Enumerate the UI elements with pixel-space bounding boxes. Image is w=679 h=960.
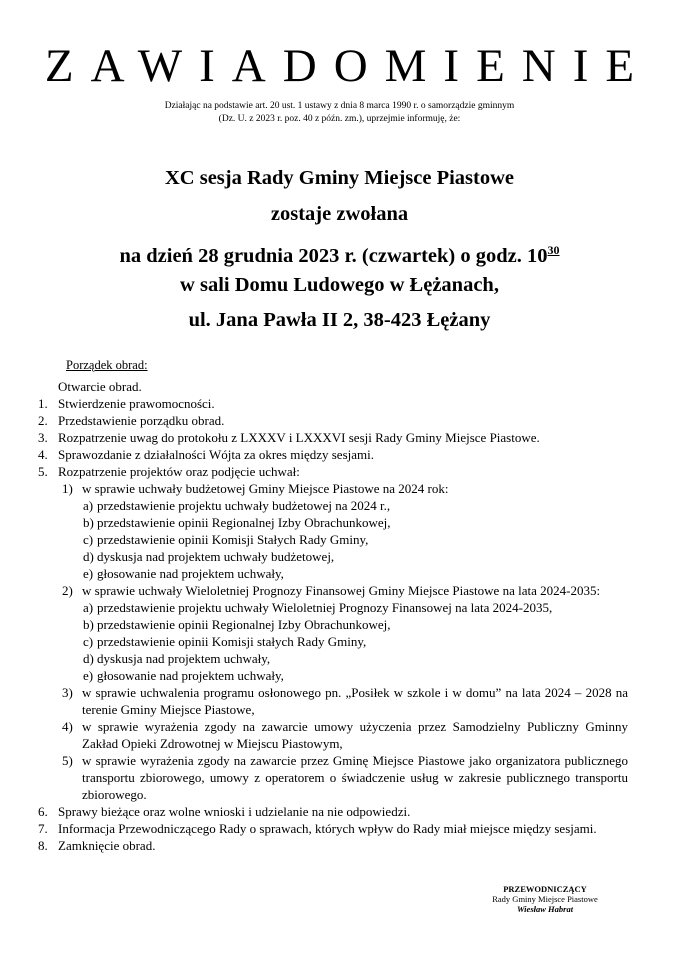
session-date-time — [0, 238, 679, 268]
agenda-item-text: Sprawozdanie z działalności Wójta za okres między sesjami. — [58, 447, 374, 462]
signature-body: Rady Gminy Miejsce Piastowe — [492, 894, 598, 904]
agenda-list — [38, 378, 628, 854]
agenda-item-number: 1. — [38, 396, 48, 411]
signature-role: PRZEWODNICZĄCY — [503, 884, 587, 894]
agenda-point — [38, 548, 628, 565]
agenda-point — [38, 531, 628, 548]
session-address: ul. Jana Pawła II 2, 38-423 Łężany — [188, 309, 491, 331]
agenda-point-letter: d) — [83, 549, 94, 564]
agenda-item-text: Stwierdzenie prawomocności. — [58, 396, 215, 411]
agenda-point-text: przedstawienie opinii Regionalnej Izby Obrachunkowej, — [97, 617, 391, 632]
agenda-point — [38, 599, 628, 616]
agenda-point-letter: a) — [83, 600, 94, 615]
agenda-point — [38, 650, 628, 667]
agenda-point-letter: b) — [83, 617, 94, 632]
agenda-point-letter: c) — [83, 634, 94, 649]
agenda-subitem-number: 3) — [62, 685, 73, 700]
agenda-subitem — [38, 582, 628, 599]
agenda-point — [38, 633, 628, 650]
agenda-item-text: Rozpatrzenie uwag do protokołu z LXXXV i LXXXVI sesji Rady Gminy Miejsce Piastowe. — [58, 430, 540, 445]
agenda-point-text: przedstawienie opinii Komisji stałych Rady Gminy, — [97, 634, 367, 649]
agenda-point — [38, 565, 628, 582]
session-heading: XC sesja Rady Gminy Miejsce Piastowe — [164, 167, 514, 189]
agenda-item-number: 7. — [38, 821, 48, 836]
agenda-item — [38, 412, 628, 429]
session-convened: zostaje zwołana — [270, 203, 409, 225]
agenda-point-text: przedstawienie projektu uchwały budżetowej na 2024 r., — [97, 498, 391, 513]
agenda-subitem — [38, 752, 628, 803]
agenda-item-number: 6. — [38, 804, 48, 819]
document-title: ZAWIADOMIENIE — [44, 40, 652, 92]
agenda-point-text: przedstawienie opinii Komisji Stałych Rady Gminy, — [97, 532, 369, 547]
agenda-subitem — [38, 718, 628, 752]
agenda-point-letter: b) — [83, 515, 94, 530]
agenda-subitem-number: 1) — [62, 481, 73, 496]
agenda-item-number: 5. — [38, 464, 48, 479]
agenda-subitem-text: w sprawie uchwalenia programu osłonowego pn. „Posiłek w szkole i w domu” na lata 2024 – 2028 na terenie Gminy Miejsce Piastowe, — [82, 685, 628, 717]
agenda-item-number: 8. — [38, 838, 48, 853]
agenda-item-text: Informacja Przewodniczącego Rady o sprawach, których wpływ do Rady miał miejsce między sesjami. — [58, 821, 597, 836]
agenda-point-text: głosowanie nad projektem uchwały, — [97, 668, 284, 683]
agenda-point — [38, 497, 628, 514]
agenda-point-text: dyskusja nad projektem uchwały, — [97, 651, 271, 666]
agenda-item — [38, 803, 628, 820]
legal-basis-line-2: (Dz. U. z 2023 r. poz. 40 z późn. zm.), uprzejmie informuję, że: — [218, 114, 461, 124]
agenda-point-letter: c) — [83, 532, 94, 547]
agenda-subitem-text: w sprawie uchwały budżetowej Gminy Miejsce Piastowe na 2024 rok: — [82, 481, 449, 496]
agenda-item — [38, 446, 628, 463]
agenda-subitem-number: 4) — [62, 719, 73, 734]
agenda-subitem-text: w sprawie wyrażenia zgody na zawarcie przez Gminę Miejsce Piastowe jako organizatora publicznego transportu zbiorowego, umowy z operatorem o świadczenie usług w zakresie publicznego transportu zbiorowego. — [82, 753, 628, 802]
agenda-opening: Otwarcie obrad. — [58, 379, 142, 394]
agenda-point-text: głosowanie nad projektem uchwały, — [97, 566, 284, 581]
agenda-point-letter: e) — [83, 668, 94, 683]
agenda-item-text: Sprawy bieżące oraz wolne wnioski i udzielanie na nie odpowiedzi. — [58, 804, 411, 819]
agenda-subitem-number: 5) — [62, 753, 73, 768]
agenda-label: Porządek obrad: — [66, 358, 148, 372]
agenda-subitem — [38, 480, 628, 497]
session-venue: w sali Domu Ludowego w Łężanach, — [180, 274, 499, 296]
agenda-point-letter: e) — [83, 566, 94, 581]
signature-block — [470, 884, 620, 914]
agenda-item-text: Zamknięcie obrad. — [58, 838, 156, 853]
legal-basis-line-1: Działając na podstawie art. 20 ust. 1 ustawy z dnia 8 marca 1990 r. o samorządzie gminnym — [164, 101, 515, 111]
signature-name: Wiesław Habrat — [516, 904, 574, 914]
agenda-point-text: przedstawienie opinii Regionalnej Izby Obrachunkowej, — [97, 515, 391, 530]
agenda-item-number: 4. — [38, 447, 48, 462]
agenda-point-text: przedstawienie projektu uchwały Wieloletniej Prognozy Finansowej na lata 2024-2035, — [97, 600, 553, 615]
agenda-item — [38, 395, 628, 412]
agenda-point — [38, 616, 628, 633]
session-date: na dzień 28 grudnia 2023 r. (czwartek) o godz. 10 — [119, 245, 548, 267]
agenda-subitem — [38, 684, 628, 718]
agenda-point-letter: a) — [83, 498, 94, 513]
agenda-item — [38, 463, 628, 480]
agenda-subitem-number: 2) — [62, 583, 73, 598]
agenda-item — [38, 820, 628, 837]
agenda-item — [38, 429, 628, 446]
agenda-subitem-text: w sprawie wyrażenia zgody na zawarcie umowy użyczenia przez Samodzielny Publiczny Gminny Zakład Opieki Zdrowotnej w Miejscu Piastowym, — [82, 719, 628, 751]
agenda-point — [38, 514, 628, 531]
agenda-item — [38, 837, 628, 854]
session-time-minutes: 30 — [547, 243, 560, 257]
agenda-item-number: 2. — [38, 413, 48, 428]
agenda-point-text: dyskusja nad projektem uchwały budżetowej, — [97, 549, 335, 564]
legal-basis — [0, 100, 679, 126]
agenda-subitem-text: w sprawie uchwały Wieloletniej Prognozy Finansowej Gminy Miejsce Piastowe na lata 2024-2035: — [82, 583, 601, 598]
agenda-item-text: Rozpatrzenie projektów oraz podjęcie uchwał: — [58, 464, 300, 479]
agenda-point — [38, 667, 628, 684]
agenda-item-number: 3. — [38, 430, 48, 445]
agenda-point-letter: d) — [83, 651, 94, 666]
agenda-item-text: Przedstawienie porządku obrad. — [58, 413, 225, 428]
